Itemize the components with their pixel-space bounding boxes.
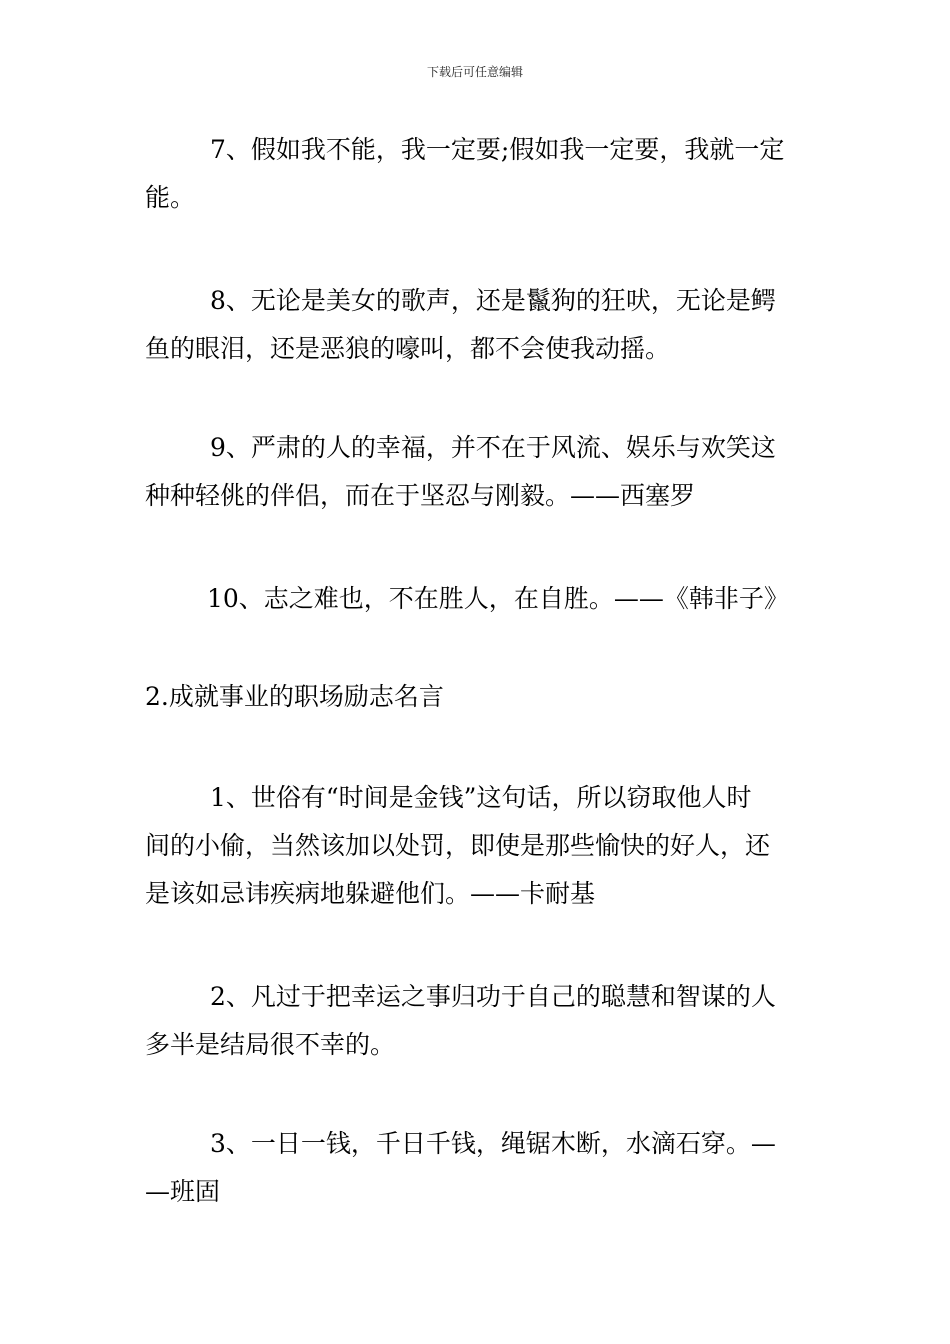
quote-line: 7、假如我不能，我一定要;假如我一定要，我就一定: [210, 135, 785, 164]
quote-line: —班固: [145, 1177, 221, 1206]
quote-line: 是该如忌讳疾病地躲避他们。——卡耐基: [145, 879, 596, 908]
quote-line: 2、凡过于把幸运之事归功于自己的聪慧和智谋的人: [210, 982, 776, 1011]
quote-9: [145, 424, 810, 520]
section-heading: [145, 673, 810, 721]
section-heading-text: 2.成就事业的职场励志名言: [145, 682, 444, 711]
quote-line: 10、志之难也，不在胜人，在自胜。——《韩非子》: [207, 584, 789, 613]
quote-line: 能。: [145, 183, 196, 212]
quote-7: [145, 126, 810, 222]
career-quote-1: [145, 774, 810, 918]
quote-line: 种种轻佻的伴侣，而在于坚忍与刚毅。——西塞罗: [145, 481, 696, 510]
quote-line: 9、严肃的人的幸福，并不在于风流、娱乐与欢笑这: [210, 433, 776, 462]
quote-10: [145, 575, 810, 623]
quote-line: 间的小偷，当然该加以处罚，即使是那些愉快的好人，还: [145, 831, 771, 860]
quote-line: 8、无论是美女的歌声，还是鬣狗的狂吠，无论是鳄: [210, 286, 776, 315]
quote-line: 3、一日一钱，千日千钱，绳锯木断，水滴石穿。—: [210, 1129, 776, 1158]
page-header: 下载后可任意编辑: [426, 65, 523, 79]
career-quote-3: [145, 1120, 810, 1216]
quote-line: 1、世俗有“时间是金钱”这句话，所以窃取他人时: [210, 783, 752, 812]
quote-line: 多半是结局很不幸的。: [145, 1030, 396, 1059]
quote-line: 鱼的眼泪，还是恶狼的嚎叫，都不会使我动摇。: [145, 334, 671, 363]
quote-8: [145, 277, 810, 373]
career-quote-2: [145, 973, 810, 1069]
